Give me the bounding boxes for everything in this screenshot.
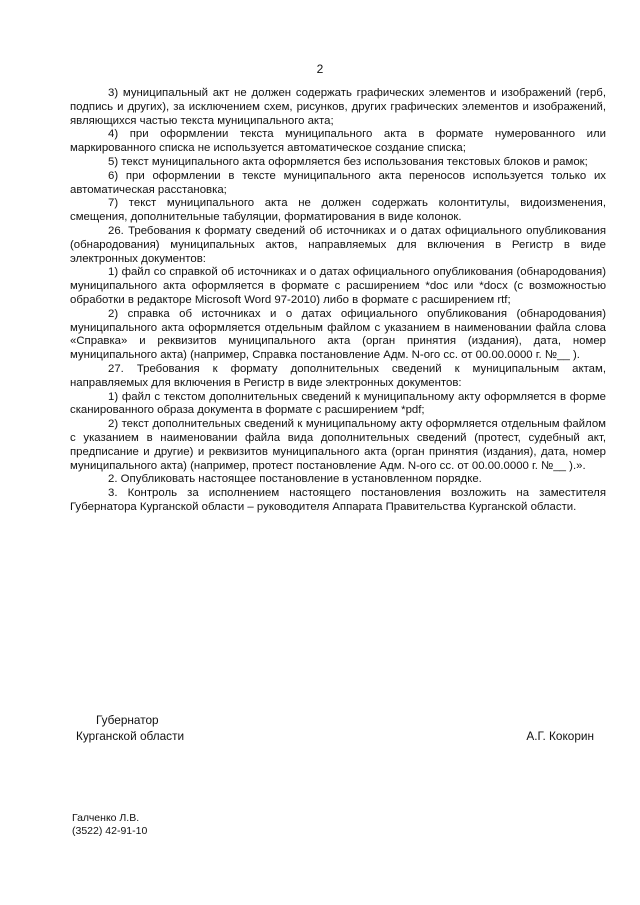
signatory-title-line2: Курганской области [76,729,185,743]
signatory-name: А.Г. Кокорин [526,729,594,743]
paragraph-26-item-2: 2) справка об источниках и о датах официального опубликования (обнародования) муниципального акта оформляется отдельным файлом с указанием в наименовании файла слова «Справка» и реквизитов муниципального акта (орган принятия (издания), дата, номер муниципального акта) (например, Справка постановление Адм. N-ого сс. от 00.00.0000 г. №__ ). [70,307,606,362]
signatory-title-line1: Губернатор [96,713,159,727]
paragraph-item-6: 6) при оформлении в тексте муниципального акта переносов используется только их автоматическая расстановка; [70,169,606,196]
document-body [70,87,606,515]
paragraph-clause-2: 2. Опубликовать настоящее постановление в установленном порядке. [108,473,482,486]
paragraph-27-item-1: 1) файл с текстом дополнительных сведений к муниципальному акту оформляется в форме сканированного образа документа в формате с расширением *pdf; [70,390,606,417]
paragraph-clause-3: 3. Контроль за исполнением настоящего постановления возложить на заместителя Губернатора Курганской области – руководителя Аппарата Правительства Курганской области. [70,487,606,513]
executor-name: Галченко Л.В. [72,812,140,824]
paragraph-26-item-1: 1) файл со справкой об источниках и о датах официального опубликования (обнародования) муниципального акта оформляется в формате с расширением *doc или *docx (с возможностью обработки в редакторе Microsoft Word 97-2010) либо в формате с расширением rtf; [70,266,606,306]
executor-block [72,812,147,838]
paragraph-item-5: 5) текст муниципального акта оформляется без использования текстовых блоков и рамок; [108,155,588,168]
executor-phone: (3522) 42-91-10 [72,825,148,837]
paragraph-item-7: 7) текст муниципального акта не должен содержать колонтитулы, видоизменения, смещения, дополнительные табуляции, форматирования в виде колонок. [70,197,606,224]
paragraph-section-26: 26. Требования к формату сведений об источниках и о датах официального опубликования (обнародования) муниципальных актов, направляемых для включения в Регистр в виде электронных документов: [70,224,606,265]
paragraph-section-27: 27. Требования к формату дополнительных сведений к муниципальным актам, направляемых для включения в Регистр в виде электронных документов: [70,362,606,389]
page-number: 2 [316,62,324,76]
signature-block [70,712,606,744]
paragraph-27-item-2: 2) текст дополнительных сведений к муниципальному акту оформляется отдельным файлом с указанием в наименовании файла вида дополнительных сведений (протест, судебный акт, предписание и другие) и реквизитов муниципального акта (орган принятия (издания), дата, номер муниципального акта) (например, протест постановление Адм. N-ого сс. от 00.00.0000 г. №__ ).». [70,418,606,472]
paragraph-item-4: 4) при оформлении текста муниципального акта в формате нумерованного или маркированного списка не используется автоматическое создание списка; [70,128,606,155]
paragraph-item-3: 3) муниципальный акт не должен содержать графических элементов и изображений (герб, подпись и других), за исключением схем, рисунков, других графических элементов и изображений, являющихся частью текста муниципального акта; [70,87,606,127]
